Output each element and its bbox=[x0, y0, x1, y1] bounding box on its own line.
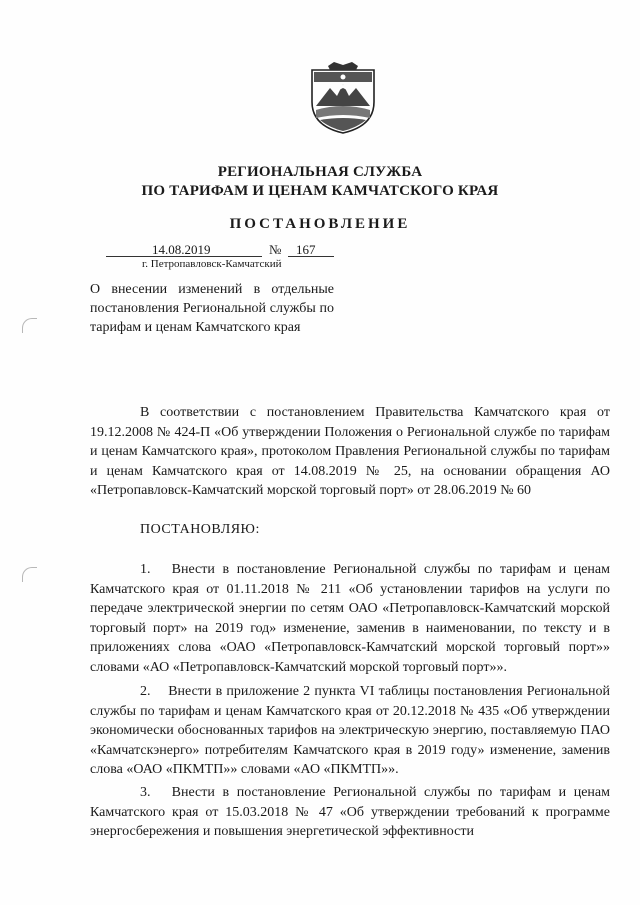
date-number-line bbox=[106, 242, 346, 258]
number-sign: № bbox=[269, 242, 282, 257]
item-paragraph-3 bbox=[90, 783, 610, 842]
item-paragraph-1 bbox=[90, 560, 610, 677]
coat-of-arms-icon bbox=[310, 62, 376, 134]
item-paragraph-2 bbox=[90, 682, 610, 780]
document-title: ПОСТАНОВЛЕНИЕ bbox=[229, 216, 411, 232]
document-subject: О внесении изменений в отдельные постановления Региональной службы по тарифам и ценам Камчатского края bbox=[90, 282, 334, 335]
organization-name-line1: РЕГИОНАЛЬНАЯ СЛУЖБА bbox=[217, 164, 423, 180]
preamble-paragraph: В соответствии с постановлением Правительства Камчатского края от 19.12.2008 № 424-П «Об утверждении Положения о Региональной службе по тарифам и ценам Камчатского края», протоколом Правления Региональной службы по тарифам и ценам Камчатского края от 14.08.2019 № 25, на основании обращения АО «Петропавловск-Камчатский морской торговый порт» от 28.06.2019 № 60 bbox=[90, 405, 610, 498]
item-number: 2. bbox=[140, 684, 151, 699]
city-name: г. Петропавловск-Камчатский bbox=[142, 258, 282, 270]
scan-mark bbox=[22, 567, 37, 582]
document-date: 14.08.2019 bbox=[152, 242, 211, 257]
item-number: 1. bbox=[140, 562, 151, 577]
decree-word: ПОСТАНОВЛЯЮ: bbox=[140, 522, 260, 537]
item-text: Внести в постановление Региональной службы по тарифам и ценам Камчатского края от 15.03.2018 № 47 «Об утверждении требований к программе энергосбережения и повышения энергетической эффективности bbox=[90, 785, 610, 839]
scan-mark bbox=[22, 318, 37, 333]
item-text: Внести в постановление Региональной службы по тарифам и ценам Камчатского края от 01.11.2018 № 211 «Об установлении тарифов на услуги по передаче электрической энергии по сетям ОАО «Петропавловск-Камчатский морской торговый порт» на 2019 год» изменение, заменив в наименовании, по тексту и в приложениях слова «ОАО «Петропавловск-Камчатский морской торговый порт»» словами «АО «Петропавловск-Камчатский морской торговый порт»». bbox=[90, 562, 610, 675]
document-number: 167 bbox=[296, 242, 316, 257]
organization-name-line2: ПО ТАРИФАМ И ЦЕНАМ КАМЧАТСКОГО КРАЯ bbox=[141, 183, 499, 199]
item-number: 3. bbox=[140, 785, 151, 800]
item-text: Внести в приложение 2 пункта VI таблицы постановления Региональной службы по тарифам и ценам Камчатского края от 20.12.2018 № 435 «Об утверждении экономически обоснованных тарифов на электрическую энергию, поставляемую ПАО «Камчатскэнерго» потребителям Камчатского края в 2019 году» изменение, заменив слова «ОАО «ПКМТП»» словами «АО «ПКМТП»». bbox=[90, 684, 611, 777]
